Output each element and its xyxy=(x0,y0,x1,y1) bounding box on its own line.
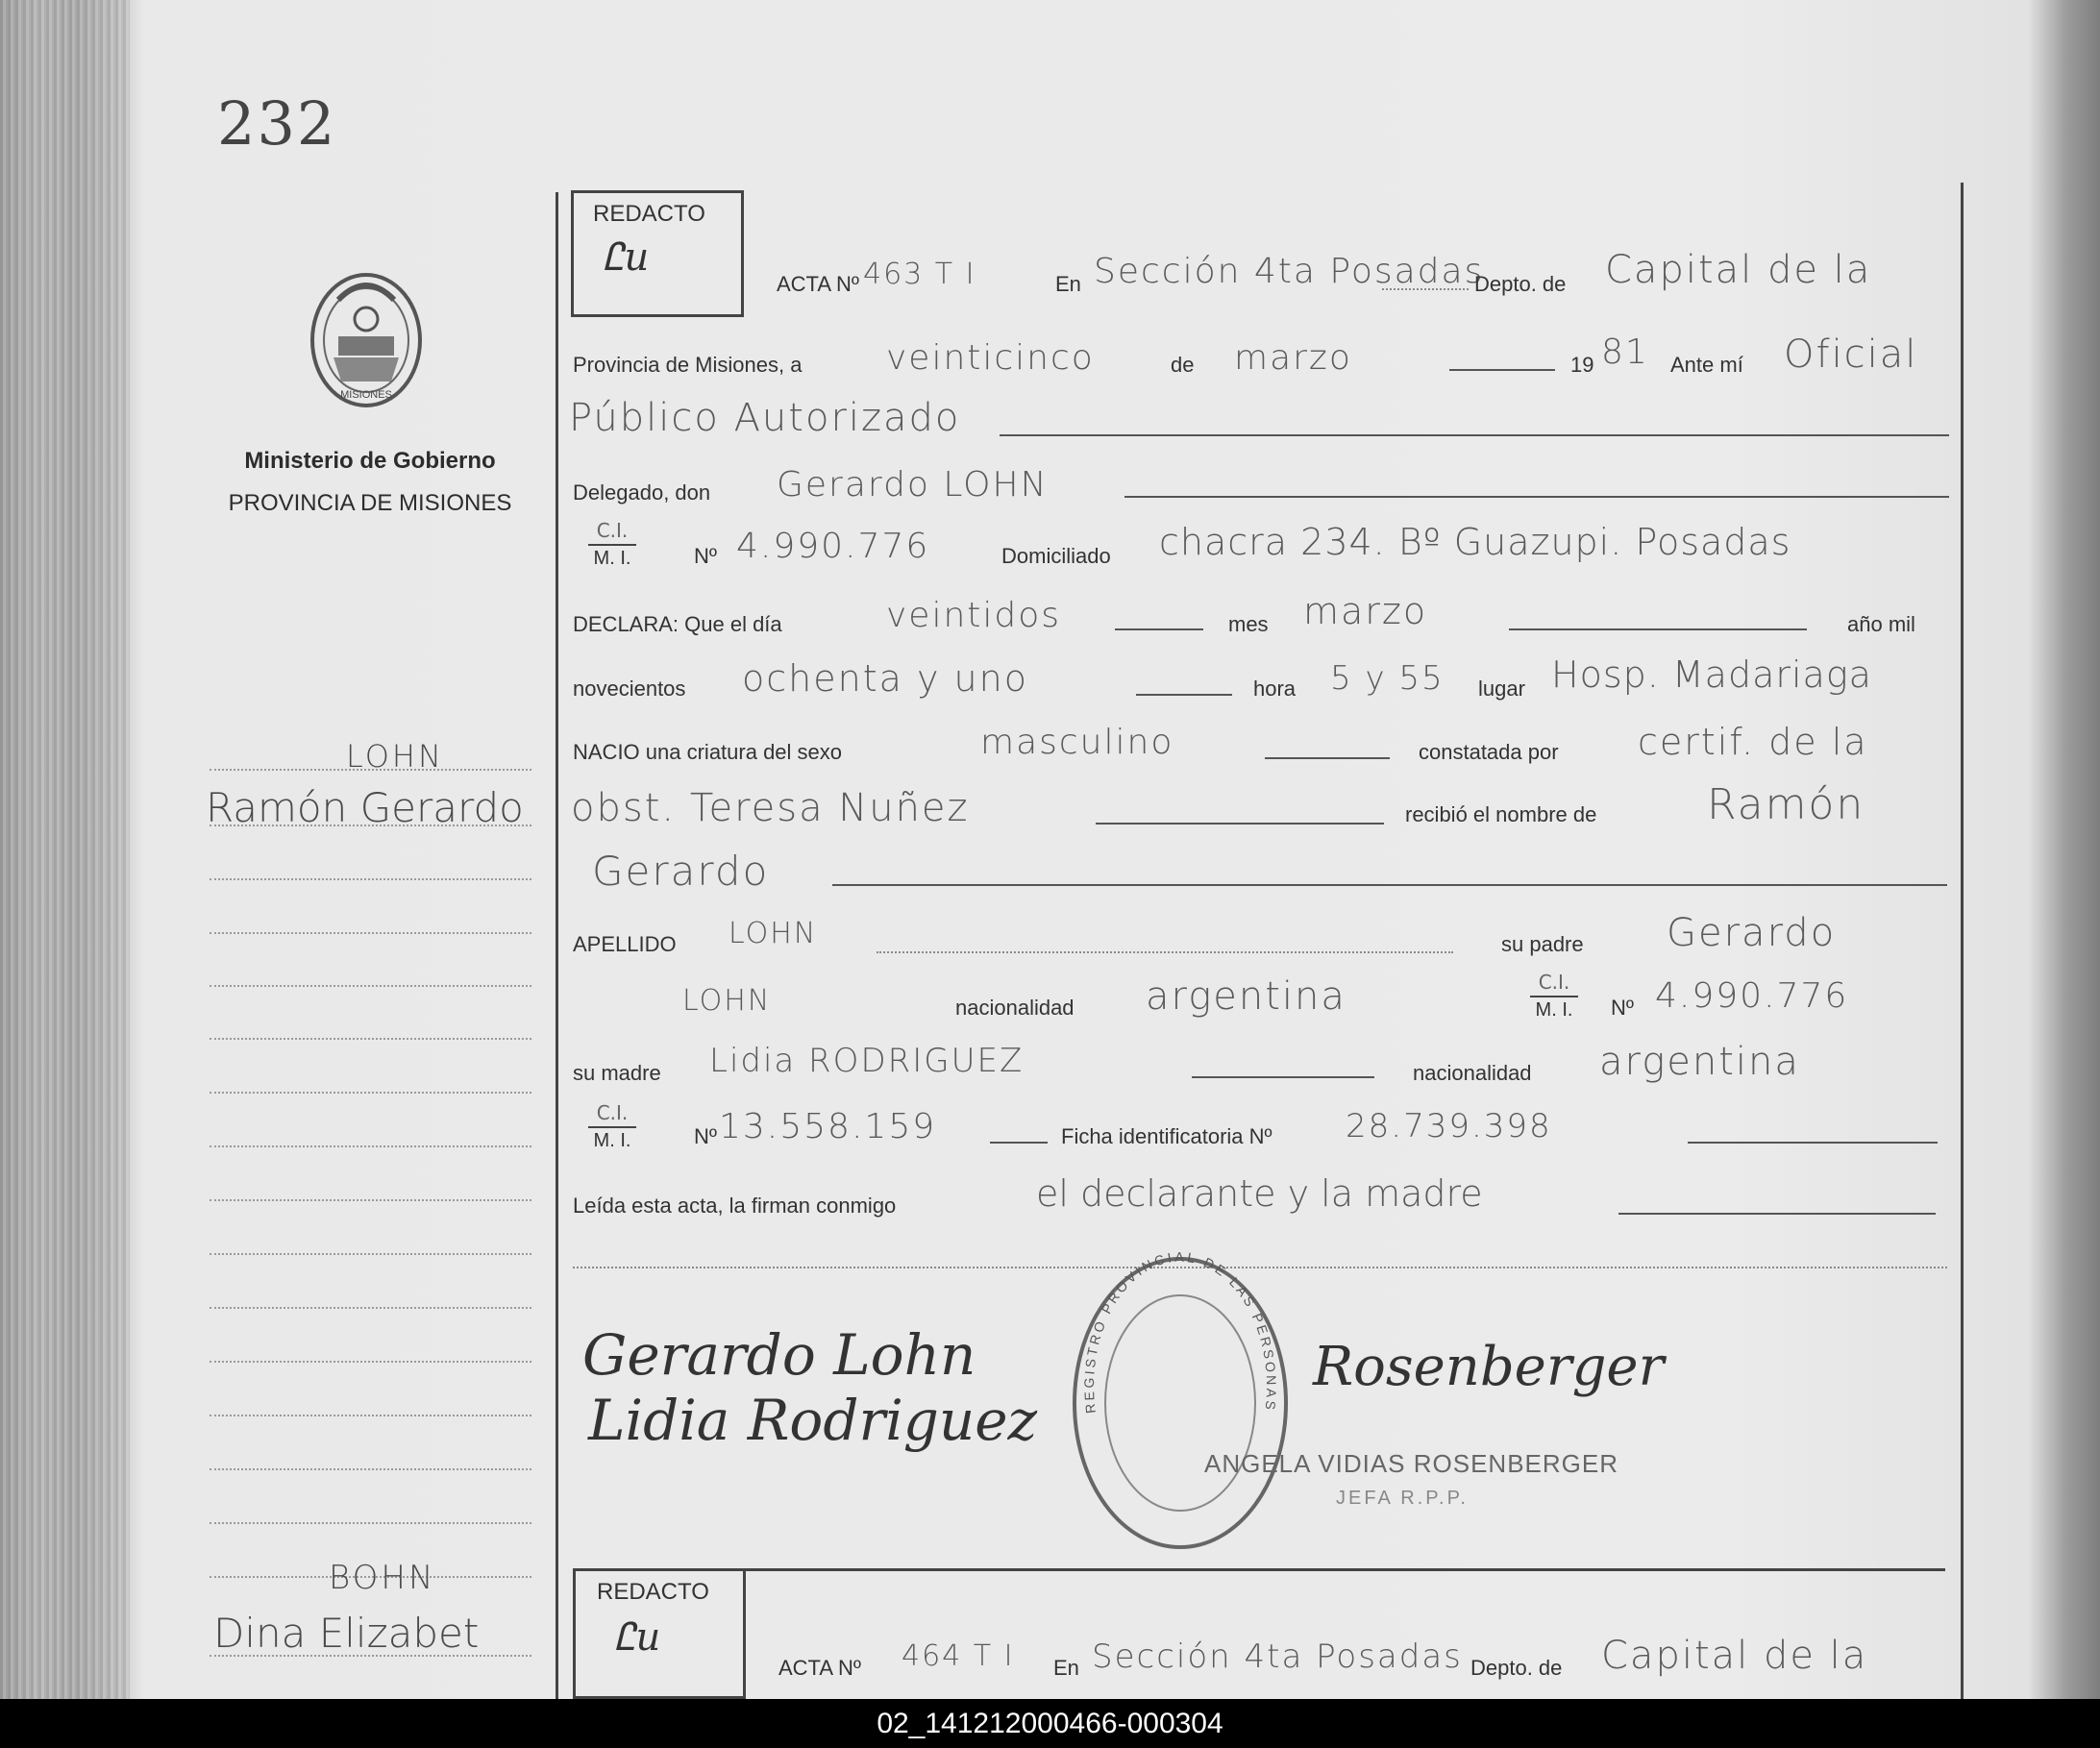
acta-number-2: 464 T I xyxy=(902,1639,1015,1673)
anio-mil-label: año mil xyxy=(1847,612,1915,636)
margin-entry1-given: Ramón Gerardo xyxy=(206,784,524,831)
apellido-value: LOHN xyxy=(729,917,818,950)
ante-label: Ante mí xyxy=(1670,353,1743,377)
oficial-value: Oficial xyxy=(1784,332,1918,377)
fecha-anio: 81 xyxy=(1601,332,1649,372)
page-number: 232 xyxy=(217,88,337,159)
padre-label: su padre xyxy=(1501,932,1584,956)
nombre-value-2: Gerardo xyxy=(592,848,770,895)
fecha-dia: veinticinco xyxy=(886,338,1095,378)
recibio-label: recibió el nombre de xyxy=(1405,802,1597,826)
madre-nacionalidad-label: nacionalidad xyxy=(1413,1061,1532,1085)
madre-doc-no-label: Nº xyxy=(694,1124,717,1148)
hora-label: hora xyxy=(1253,677,1297,701)
padre-doc-no-label: Nº xyxy=(1611,996,1634,1020)
anio-prefix: 19 xyxy=(1570,353,1594,377)
depto-label-2: Depto. de xyxy=(1470,1656,1563,1680)
lugar-label: lugar xyxy=(1478,677,1525,701)
padre-doc-type: $\frac{C.I.}{M. I.}$ xyxy=(1530,971,1578,1022)
doc-type: $\frac{C.I.}{M. I.}$ xyxy=(588,519,636,570)
margin-entry2-surname: BOHN xyxy=(329,1559,436,1597)
signature-mother: Lidia Rodriguez xyxy=(588,1388,1038,1453)
declara-label: DECLARA: Que el día xyxy=(573,612,782,636)
domicilio-label: Domiciliado xyxy=(1001,544,1111,568)
ficha-label: Ficha identificatoria Nº xyxy=(1061,1124,1272,1148)
constatada-value-2: obst. Teresa Nuñez xyxy=(571,786,970,830)
constatada-value: certif. de la xyxy=(1638,721,1868,763)
svg-text:MISIONES: MISIONES xyxy=(340,389,392,401)
provincia-label: Provincia de Misiones, a xyxy=(573,353,803,377)
sexo-value: masculino xyxy=(980,723,1174,762)
novecientos-label: novecientos xyxy=(573,677,686,701)
constatada-label: constatada por xyxy=(1419,740,1559,764)
redacto-box-2 xyxy=(573,1568,746,1699)
seccion-value-2: Sección 4ta Posadas xyxy=(1092,1637,1463,1676)
margin-entry2-given: Dina Elizabet xyxy=(213,1610,480,1657)
hora-value: 5 y 55 xyxy=(1330,659,1445,698)
novecientos-value: ochenta y uno xyxy=(742,657,1028,700)
declara-dia: veintidos xyxy=(886,596,1062,635)
acta-number: 463 T I xyxy=(863,258,976,291)
padre-doc-value: 4.990.776 xyxy=(1655,976,1849,1016)
domicilio-value: chacra 234. Bº Guazupi. Posadas xyxy=(1159,521,1791,563)
padre-value-2: LOHN xyxy=(682,984,772,1018)
signature-officer: Rosenberger xyxy=(1313,1336,1665,1398)
province-name: PROVINCIA DE MISIONES xyxy=(228,490,512,516)
redacto-initials: Ꮭu xyxy=(603,235,650,280)
scan-id: 02_141212000466-000304 xyxy=(877,1708,1223,1739)
seccion-value: Sección 4ta Posadas xyxy=(1094,252,1485,291)
de-label: de xyxy=(1171,353,1195,377)
padre-nacionalidad-value: argentina xyxy=(1146,974,1346,1019)
officer-name: ANGELA VIDIAS ROSENBERGER xyxy=(1204,1449,1619,1478)
redacto-label: REDACTO xyxy=(593,201,705,227)
doc-no-value: 4.990.776 xyxy=(736,527,930,566)
signature-father: Gerardo Lohn xyxy=(582,1322,976,1388)
ministry-name: Ministerio de Gobierno xyxy=(244,448,496,474)
leida-label: Leída esta acta, la firman conmigo xyxy=(573,1194,897,1218)
redacto-label-2: REDACTO xyxy=(597,1579,709,1605)
apellido-label: APELLIDO xyxy=(573,932,677,956)
depto-value-2: Capital de la xyxy=(1601,1634,1868,1678)
acta-separator xyxy=(573,1568,1945,1571)
padre-value: Gerardo xyxy=(1667,911,1837,955)
form-left-border xyxy=(556,192,558,1699)
madre-doc-type: $\frac{C.I.}{M. I.}$ xyxy=(588,1101,636,1152)
firman-value: el declarante y la madre xyxy=(1036,1172,1483,1215)
margin-entry1-surname: LOHN xyxy=(346,738,444,775)
depto-label: Depto. de xyxy=(1474,272,1567,296)
nombre-value: Ramón xyxy=(1707,780,1865,829)
book-edge xyxy=(0,0,130,1699)
madre-value: Lidia RODRIGUEZ xyxy=(709,1042,1025,1080)
redacto-initials-2: Ꮭu xyxy=(614,1615,661,1660)
padre-nacionalidad-label: nacionalidad xyxy=(955,996,1075,1020)
scan-id-bar xyxy=(0,1699,2100,1748)
ministry-heading xyxy=(202,440,538,525)
doc-no-label: Nº xyxy=(694,544,717,568)
mes-label: mes xyxy=(1228,612,1269,636)
madre-label: su madre xyxy=(573,1061,661,1085)
depto-value: Capital de la xyxy=(1605,248,1872,292)
acta-label-2: ACTA Nº xyxy=(778,1656,861,1680)
lugar-value: Hosp. Madariaga xyxy=(1551,653,1872,696)
ficha-value: 28.739.398 xyxy=(1346,1107,1552,1145)
fecha-mes: marzo xyxy=(1234,338,1352,378)
en-label-2: En xyxy=(1053,1656,1079,1680)
delegado-value: Gerardo LOHN xyxy=(777,465,1049,505)
en-label: En xyxy=(1055,272,1081,296)
registry-stamp-icon xyxy=(1067,1249,1294,1557)
svg-text:REGISTRO PROVINCIAL DE LAS PER: REGISTRO PROVINCIAL DE LAS PERSONAS xyxy=(1080,1249,1280,1415)
declara-mes: marzo xyxy=(1303,590,1428,632)
redacto-box xyxy=(571,190,744,317)
nacio-label: NACIO una criatura del sexo xyxy=(573,740,843,764)
oficial-value-2: Público Autorizado xyxy=(569,396,961,440)
acta-label: ACTA Nº xyxy=(777,272,859,296)
officer-title: JEFA R.P.P. xyxy=(1336,1488,1469,1509)
madre-doc-value: 13.558.159 xyxy=(719,1107,937,1146)
form-right-border xyxy=(1961,183,1964,1699)
delegado-label: Delegado, don xyxy=(573,480,711,505)
madre-nacionalidad-value: argentina xyxy=(1599,1040,1800,1084)
provincial-seal-icon xyxy=(300,261,432,415)
